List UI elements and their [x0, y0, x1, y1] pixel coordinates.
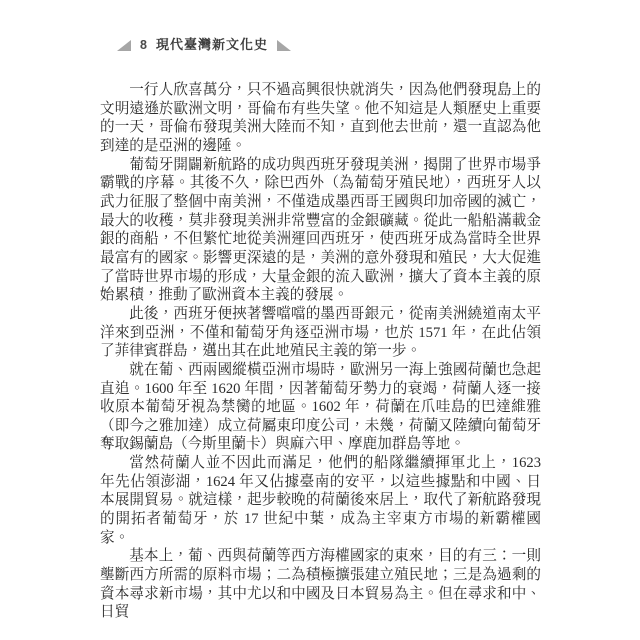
page-number: 8: [140, 38, 147, 52]
paragraph: 葡萄牙開闢新航路的成功與西班牙發現美洲，揭開了世界市場爭霸戰的序幕。其後不久，除巴西外（為葡萄牙殖民地），西班牙人以武力征服了整個中南美洲，不僅造成墨西哥王國與印加帝國的滅亡，最大的收穫，莫非發現美洲非常豐富的金銀礦藏。從此一船船滿載金銀的商船，不但繁忙地從美洲運回西班牙，使西班牙成為當時全世界最富有的國家。影響更深遠的是，美洲的意外發現和殖民，大大促進了當時世界市場的形成，大量金銀的流入歐洲，擴大了資本主義的原始累積，推動了歐洲資本主義的發展。: [100, 156, 541, 304]
triangle-right-icon: [277, 40, 291, 51]
paragraph: 一行人欣喜萬分，只不過高興很快就消失，因為他們發現島上的文明遠遜於歐洲文明，哥倫布有些失望。他不知這是人類歷史上重要的一天，哥倫布發現美洲大陸而不知，直到他去世前，還一直認為他到達的是亞洲的邊陲。: [100, 82, 541, 154]
paragraph: 就在葡、西兩國縱橫亞洲市場時，歐洲另一海上強國荷蘭也急起直追。1600 年至 1620 年間，因著葡萄牙勢力的衰竭，荷蘭人逐一接收原本葡萄牙視為禁臠的地區。1602 年，荷蘭在爪哇島的巴達維雅（即今之雅加達）成立荷屬東印度公司，未幾，荷蘭又陸續向葡萄牙奪取錫蘭島（今斯里蘭卡）與麻六甲、摩鹿加群島等地。: [100, 361, 541, 453]
running-header: [117, 37, 291, 53]
paragraph: 基本上，葡、西與荷蘭等西方海權國家的東來，目的有三：一則壟斷西方所需的原料市場；二為積極擴張建立殖民地；三是為過剩的資本尋求新市場，其中尤以和中國及日本貿易為主。但在尋求和中、日貿: [100, 548, 541, 621]
triangle-left-icon: [117, 40, 131, 51]
paragraph: 當然荷蘭人並不因此而滿足，他們的船隊繼續揮軍北上，1623 年先佔領澎湖，1624 年又佔據臺南的安平，以這些據點和中國、日本展開貿易。就這樣，起步較晚的荷蘭後來居上，取代了新航路發現的開拓者葡萄牙，於 17 世紀中葉，成為主宰東方市場的新霸權國家。: [100, 455, 541, 546]
book-title: 現代臺灣新文化史: [155, 37, 268, 52]
paragraph: 此後，西班牙便挾著響噹噹的墨西哥銀元，從南美洲繞道南太平洋來到亞洲，不僅和葡萄牙角逐亞洲市場，也於 1571 年，在此佔領了菲律賓群島，邁出其在此地殖民主義的第一步。: [100, 305, 541, 360]
body-text: [100, 81, 541, 622]
